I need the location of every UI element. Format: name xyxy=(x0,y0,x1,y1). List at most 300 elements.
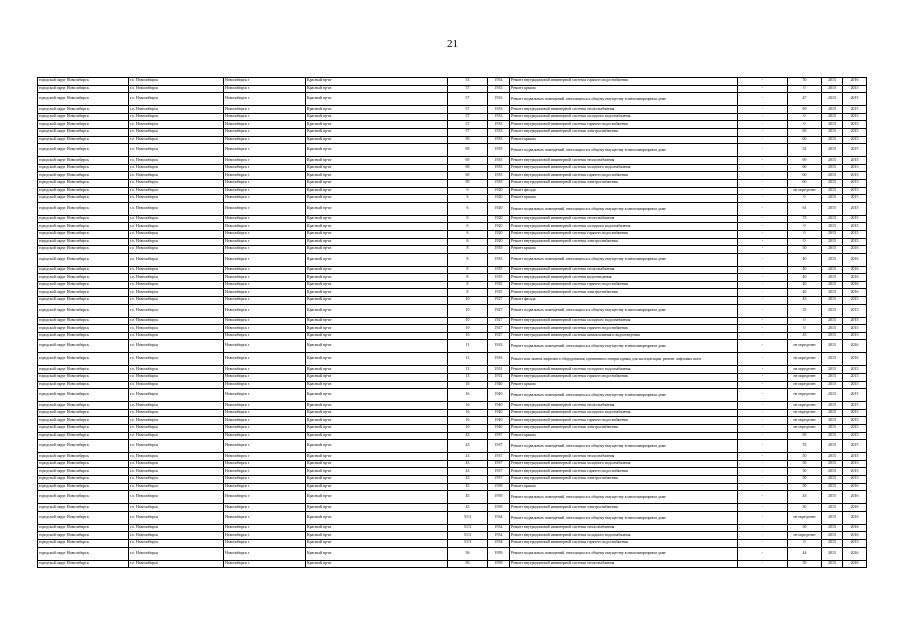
locality-cell: Новосибирск г xyxy=(224,121,306,129)
build-year-cell: 1933 xyxy=(488,106,510,114)
settlement-cell: г.о. Новосибирск xyxy=(129,179,224,187)
dash-cell: - xyxy=(738,106,788,114)
locality-cell: Новосибирск г xyxy=(224,157,306,165)
work-type-cell: Ремонт или замена лифтового оборудования, признанного непригодным для эксплуатации, ремонт лифтовых шахт xyxy=(510,353,738,366)
settlement-cell: г.о. Новосибирск xyxy=(129,409,224,417)
work-type-cell: Ремонт крыши xyxy=(510,432,738,440)
street-cell: Красный пр-кт xyxy=(306,402,448,410)
build-year-cell: 1927 xyxy=(488,304,510,317)
table-row xyxy=(38,157,867,165)
municipality-cell: городской округ Новосибирск xyxy=(38,453,129,461)
start-year-cell: 2015 xyxy=(822,187,843,195)
street-cell: Красный пр-кт xyxy=(306,106,448,114)
dash-cell: - xyxy=(738,297,788,305)
settlement-cell: г.о. Новосибирск xyxy=(129,157,224,165)
municipality-cell: городской округ Новосибирск xyxy=(38,106,129,114)
value-cell: 50 xyxy=(788,483,822,491)
municipality-cell: городской округ Новосибирск xyxy=(38,128,129,136)
start-year-cell: 2015 xyxy=(822,266,843,274)
settlement-cell: г.о. Новосибирск xyxy=(129,172,224,180)
start-year-cell: 2015 xyxy=(822,157,843,165)
house-number-cell: 11 xyxy=(448,340,488,353)
municipality-cell: городской округ Новосибирск xyxy=(38,179,129,187)
work-type-cell: Ремонт крыши xyxy=(510,483,738,491)
dash-cell: - xyxy=(738,289,788,297)
value-cell: не определен xyxy=(788,389,822,402)
start-year-cell: 2015 xyxy=(822,121,843,129)
locality-cell: Новосибирск г xyxy=(224,560,306,568)
table-row xyxy=(38,144,867,157)
street-cell: Красный пр-кт xyxy=(306,483,448,491)
build-year-cell: 1933 xyxy=(488,353,510,366)
dash-cell: - xyxy=(738,93,788,106)
settlement-cell: г.о. Новосибирск xyxy=(129,128,224,136)
locality-cell: Новосибирск г xyxy=(224,460,306,468)
value-cell: 55 xyxy=(788,304,822,317)
build-year-cell: 1939 xyxy=(488,483,510,491)
work-type-cell: Ремонт внутридомовой инженерной системы теплоснабжения xyxy=(510,402,738,410)
build-year-cell: 1931 xyxy=(488,366,510,374)
table-row xyxy=(38,453,867,461)
dash-cell: - xyxy=(738,432,788,440)
end-year-cell: 2015 xyxy=(843,402,867,410)
build-year-cell: 1920 xyxy=(488,215,510,223)
settlement-cell: г.о. Новосибирск xyxy=(129,289,224,297)
street-cell: Красный пр-кт xyxy=(306,539,448,547)
table-row xyxy=(38,187,867,195)
locality-cell: Новосибирск г xyxy=(224,144,306,157)
start-year-cell: 2015 xyxy=(822,289,843,297)
table-row xyxy=(38,281,867,289)
dash-cell: - xyxy=(738,179,788,187)
locality-cell: Новосибирск г xyxy=(224,532,306,540)
end-year-cell: 2015 xyxy=(843,187,867,195)
value-cell: 50 xyxy=(788,453,822,461)
end-year-cell: 2015 xyxy=(843,539,867,547)
value-cell: 40 xyxy=(788,266,822,274)
table-row xyxy=(38,340,867,353)
house-number-cell: 69 xyxy=(448,179,488,187)
build-year-cell: 1937 xyxy=(488,468,510,476)
value-cell: 40 xyxy=(788,281,822,289)
value-cell: 43 xyxy=(788,491,822,504)
end-year-cell: 2015 xyxy=(843,179,867,187)
house-number-cell: 69 xyxy=(448,144,488,157)
start-year-cell: 2015 xyxy=(822,524,843,532)
street-cell: Красный пр-кт xyxy=(306,325,448,333)
work-type-cell: Ремонт внутридомовой инженерной системы теплоснабжения xyxy=(510,106,738,114)
end-year-cell: 2015 xyxy=(843,460,867,468)
locality-cell: Новосибирск г xyxy=(224,297,306,305)
municipality-cell: городской округ Новосибирск xyxy=(38,223,129,231)
locality-cell: Новосибирск г xyxy=(224,325,306,333)
house-number-cell: 57 xyxy=(448,121,488,129)
house-number-cell: 10 xyxy=(448,325,488,333)
start-year-cell: 2015 xyxy=(822,246,843,254)
street-cell: Красный пр-кт xyxy=(306,374,448,382)
locality-cell: Новосибирск г xyxy=(224,353,306,366)
work-type-cell: Ремонт внутридомовой инженерной системы электроснабжения xyxy=(510,289,738,297)
municipality-cell: городской округ Новосибирск xyxy=(38,187,129,195)
street-cell: Красный пр-кт xyxy=(306,317,448,325)
work-type-cell: Ремонт внутридомовой инженерной системы горячего водоснабжения xyxy=(510,78,738,86)
dash-cell: - xyxy=(738,381,788,389)
table-row xyxy=(38,332,867,340)
work-type-cell: Ремонт внутридомовой инженерной системы горячего водоснабжения xyxy=(510,374,738,382)
start-year-cell: 2015 xyxy=(822,475,843,483)
work-type-cell: Ремонт внутридомовой инженерной системы холодного водоснабжения xyxy=(510,460,738,468)
settlement-cell: г.о. Новосибирск xyxy=(129,253,224,266)
work-type-cell: Ремонт внутридомовой инженерной системы холодного водоснабжения xyxy=(510,366,738,374)
table-row xyxy=(38,425,867,433)
dash-cell: - xyxy=(738,491,788,504)
settlement-cell: г.о. Новосибирск xyxy=(129,274,224,282)
build-year-cell: 1920 xyxy=(488,223,510,231)
dash-cell: - xyxy=(738,253,788,266)
house-number-cell: 69 xyxy=(448,164,488,172)
work-type-cell: Ремонт внутридомовой инженерной системы холодного водоснабжения xyxy=(510,532,738,540)
settlement-cell: г.о. Новосибирск xyxy=(129,78,224,86)
end-year-cell: 2015 xyxy=(843,432,867,440)
street-cell: Красный пр-кт xyxy=(306,195,448,203)
table-row xyxy=(38,266,867,274)
locality-cell: Новосибирск г xyxy=(224,468,306,476)
start-year-cell: 2015 xyxy=(822,202,843,215)
table-row xyxy=(38,468,867,476)
build-year-cell: 1937 xyxy=(488,453,510,461)
page-number: 21 xyxy=(447,38,458,50)
value-cell: 61 xyxy=(788,202,822,215)
house-number-cell: 16 xyxy=(448,417,488,425)
start-year-cell: 2015 xyxy=(822,539,843,547)
house-number-cell: 57 xyxy=(448,85,488,93)
end-year-cell: 2015 xyxy=(843,238,867,246)
build-year-cell: 1939 xyxy=(488,560,510,568)
build-year-cell: 1940 xyxy=(488,409,510,417)
settlement-cell: г.о. Новосибирск xyxy=(129,440,224,453)
dash-cell: - xyxy=(738,144,788,157)
table-row xyxy=(38,93,867,106)
locality-cell: Новосибирск г xyxy=(224,491,306,504)
street-cell: Красный пр-кт xyxy=(306,144,448,157)
dash-cell: - xyxy=(738,304,788,317)
table-row xyxy=(38,317,867,325)
settlement-cell: г.о. Новосибирск xyxy=(129,281,224,289)
municipality-cell: городской округ Новосибирск xyxy=(38,381,129,389)
start-year-cell: 2015 xyxy=(822,128,843,136)
value-cell: не определен xyxy=(788,402,822,410)
settlement-cell: г.о. Новосибирск xyxy=(129,475,224,483)
dash-cell: - xyxy=(738,453,788,461)
municipality-cell: городской округ Новосибирск xyxy=(38,504,129,512)
work-type-cell: Ремонт подвальных помещений, относящихся к общему имуществу в многоквартирном доме xyxy=(510,340,738,353)
settlement-cell: г.о. Новосибирск xyxy=(129,340,224,353)
locality-cell: Новосибирск г xyxy=(224,93,306,106)
register-body xyxy=(38,78,867,568)
build-year-cell: 1939 xyxy=(488,504,510,512)
end-year-cell: 2015 xyxy=(843,332,867,340)
street-cell: Красный пр-кт xyxy=(306,78,448,86)
value-cell: 60 xyxy=(788,164,822,172)
work-type-cell: Ремонт внутридомовой инженерной системы холодного водоснабжения xyxy=(510,317,738,325)
municipality-cell: городской округ Новосибирск xyxy=(38,524,129,532)
build-year-cell: 1935 xyxy=(488,164,510,172)
house-number-cell: 51/3 xyxy=(448,511,488,524)
end-year-cell: 2016 xyxy=(843,532,867,540)
municipality-cell: городской округ Новосибирск xyxy=(38,366,129,374)
build-year-cell: 1933 xyxy=(488,128,510,136)
house-number-cell: 8 xyxy=(448,281,488,289)
build-year-cell: 1920 xyxy=(488,238,510,246)
settlement-cell: г.о. Новосибирск xyxy=(129,195,224,203)
settlement-cell: г.о. Новосибирск xyxy=(129,304,224,317)
start-year-cell: 2015 xyxy=(822,432,843,440)
municipality-cell: городской округ Новосибирск xyxy=(38,432,129,440)
settlement-cell: г.о. Новосибирск xyxy=(129,402,224,410)
locality-cell: Новосибирск г xyxy=(224,547,306,560)
municipality-cell: городской округ Новосибирск xyxy=(38,475,129,483)
table-row xyxy=(38,246,867,254)
municipality-cell: городской округ Новосибирск xyxy=(38,281,129,289)
end-year-cell: 2015 xyxy=(843,136,867,144)
build-year-cell: 1933 xyxy=(488,85,510,93)
municipality-cell: городской округ Новосибирск xyxy=(38,409,129,417)
municipality-cell: городской округ Новосибирск xyxy=(38,230,129,238)
street-cell: Красный пр-кт xyxy=(306,475,448,483)
end-year-cell: 2016 xyxy=(843,340,867,353)
work-type-cell: Ремонт подвальных помещений, относящихся к общему имуществу в многоквартирном доме xyxy=(510,440,738,453)
street-cell: Красный пр-кт xyxy=(306,460,448,468)
work-type-cell: Ремонт крыши xyxy=(510,85,738,93)
table-row xyxy=(38,483,867,491)
table-row xyxy=(38,297,867,305)
settlement-cell: г.о. Новосибирск xyxy=(129,223,224,231)
locality-cell: Новосибирск г xyxy=(224,317,306,325)
end-year-cell: 2015 xyxy=(843,157,867,165)
end-year-cell: 2015 xyxy=(843,202,867,215)
table-row xyxy=(38,475,867,483)
table-row xyxy=(38,381,867,389)
end-year-cell: 2015 xyxy=(843,304,867,317)
work-type-cell: Ремонт внутридомовой инженерной системы электроснабжения xyxy=(510,128,738,136)
build-year-cell: 1940 xyxy=(488,381,510,389)
dash-cell: - xyxy=(738,353,788,366)
dash-cell: - xyxy=(738,417,788,425)
value-cell: 69 xyxy=(788,432,822,440)
locality-cell: Новосибирск г xyxy=(224,274,306,282)
end-year-cell: 2015 xyxy=(843,325,867,333)
dash-cell: - xyxy=(738,468,788,476)
municipality-cell: городской округ Новосибирск xyxy=(38,425,129,433)
start-year-cell: 2015 xyxy=(822,402,843,410)
locality-cell: Новосибирск г xyxy=(224,253,306,266)
work-type-cell: Ремонт фасада xyxy=(510,297,738,305)
house-number-cell: 10 xyxy=(448,297,488,305)
municipality-cell: городской округ Новосибирск xyxy=(38,85,129,93)
end-year-cell: 2016 xyxy=(843,246,867,254)
work-type-cell: Ремонт внутридомовой инженерной системы теплоснабжения xyxy=(510,560,738,568)
start-year-cell: 2015 xyxy=(822,230,843,238)
street-cell: Красный пр-кт xyxy=(306,164,448,172)
start-year-cell: 2015 xyxy=(822,381,843,389)
end-year-cell: 2016 xyxy=(843,353,867,366)
value-cell: 69 xyxy=(788,106,822,114)
work-type-cell: Ремонт внутридомовой инженерной системы горячего водоснабжения xyxy=(510,539,738,547)
house-number-cell: 8 xyxy=(448,246,488,254)
house-number-cell: 6 xyxy=(448,238,488,246)
work-type-cell: Ремонт внутридомовой инженерной системы теплоснабжения xyxy=(510,266,738,274)
table-row xyxy=(38,223,867,231)
build-year-cell: 1927 xyxy=(488,325,510,333)
municipality-cell: городской округ Новосибирск xyxy=(38,468,129,476)
settlement-cell: г.о. Новосибирск xyxy=(129,297,224,305)
end-year-cell: 2015 xyxy=(843,144,867,157)
house-number-cell: 45 xyxy=(448,483,488,491)
dash-cell: - xyxy=(738,274,788,282)
build-year-cell: 1920 xyxy=(488,187,510,195)
end-year-cell: 2016 xyxy=(843,560,867,568)
table-row xyxy=(38,121,867,129)
value-cell: 40 xyxy=(788,274,822,282)
build-year-cell: 1933 xyxy=(488,113,510,121)
start-year-cell: 2015 xyxy=(822,253,843,266)
build-year-cell: 1935 xyxy=(488,136,510,144)
municipality-cell: городской округ Новосибирск xyxy=(38,164,129,172)
start-year-cell: 2015 xyxy=(822,325,843,333)
value-cell: 40 xyxy=(788,253,822,266)
value-cell: не определен xyxy=(788,381,822,389)
work-type-cell: Ремонт крыши xyxy=(510,195,738,203)
start-year-cell: 2015 xyxy=(822,106,843,114)
start-year-cell: 2015 xyxy=(822,113,843,121)
build-year-cell: 1927 xyxy=(488,317,510,325)
municipality-cell: городской округ Новосибирск xyxy=(38,157,129,165)
work-type-cell: Ремонт подвальных помещений, относящихся к общему имуществу в многоквартирном доме xyxy=(510,202,738,215)
street-cell: Красный пр-кт xyxy=(306,504,448,512)
municipality-cell: городской округ Новосибирск xyxy=(38,274,129,282)
locality-cell: Новосибирск г xyxy=(224,539,306,547)
build-year-cell: 1933 xyxy=(488,340,510,353)
dash-cell: - xyxy=(738,475,788,483)
end-year-cell: 2015 xyxy=(843,128,867,136)
work-type-cell: Ремонт внутридомовой инженерной системы горячего водоснабжения xyxy=(510,325,738,333)
start-year-cell: 2015 xyxy=(822,417,843,425)
end-year-cell: 2015 xyxy=(843,468,867,476)
street-cell: Красный пр-кт xyxy=(306,432,448,440)
municipality-cell: городской округ Новосибирск xyxy=(38,121,129,129)
locality-cell: Новосибирск г xyxy=(224,202,306,215)
municipality-cell: городской округ Новосибирск xyxy=(38,246,129,254)
dash-cell: - xyxy=(738,172,788,180)
build-year-cell: 1937 xyxy=(488,440,510,453)
dash-cell: - xyxy=(738,460,788,468)
end-year-cell: 2015 xyxy=(843,374,867,382)
street-cell: Красный пр-кт xyxy=(306,524,448,532)
work-type-cell: Ремонт внутридомовой инженерной системы горячего водоснабжения xyxy=(510,468,738,476)
end-year-cell: 2015 xyxy=(843,425,867,433)
table-row xyxy=(38,366,867,374)
house-number-cell: 6 xyxy=(448,230,488,238)
settlement-cell: г.о. Новосибирск xyxy=(129,353,224,366)
locality-cell: Новосибирск г xyxy=(224,440,306,453)
settlement-cell: г.о. Новосибирск xyxy=(129,136,224,144)
value-cell: 75 xyxy=(788,215,822,223)
house-number-cell: 16 xyxy=(448,402,488,410)
municipality-cell: городской округ Новосибирск xyxy=(38,304,129,317)
house-number-cell: 16 xyxy=(448,425,488,433)
value-cell: не определен xyxy=(788,409,822,417)
end-year-cell: 2016 xyxy=(843,274,867,282)
value-cell: 0 xyxy=(788,195,822,203)
street-cell: Красный пр-кт xyxy=(306,353,448,366)
settlement-cell: г.о. Новосибирск xyxy=(129,547,224,560)
end-year-cell: 2016 xyxy=(843,491,867,504)
start-year-cell: 2015 xyxy=(822,93,843,106)
value-cell: не определен xyxy=(788,366,822,374)
locality-cell: Новосибирск г xyxy=(224,223,306,231)
street-cell: Красный пр-кт xyxy=(306,281,448,289)
build-year-cell: 1940 xyxy=(488,417,510,425)
dash-cell: - xyxy=(738,238,788,246)
settlement-cell: г.о. Новосибирск xyxy=(129,332,224,340)
work-type-cell: Ремонт внутридомовой инженерной системы электроснабжения xyxy=(510,425,738,433)
settlement-cell: г.о. Новосибирск xyxy=(129,85,224,93)
dash-cell: - xyxy=(738,374,788,382)
municipality-cell: городской округ Новосибирск xyxy=(38,340,129,353)
dash-cell: - xyxy=(738,539,788,547)
work-type-cell: Ремонт внутридомовой инженерной системы электроснабжения xyxy=(510,179,738,187)
street-cell: Красный пр-кт xyxy=(306,440,448,453)
locality-cell: Новосибирск г xyxy=(224,85,306,93)
end-year-cell: 2015 xyxy=(843,297,867,305)
build-year-cell: 1927 xyxy=(488,297,510,305)
locality-cell: Новосибирск г xyxy=(224,504,306,512)
work-type-cell: Ремонт подвальных помещений, относящихся к общему имуществу в многоквартирном доме xyxy=(510,547,738,560)
dash-cell: - xyxy=(738,266,788,274)
street-cell: Красный пр-кт xyxy=(306,332,448,340)
settlement-cell: г.о. Новосибирск xyxy=(129,453,224,461)
start-year-cell: 2015 xyxy=(822,144,843,157)
house-number-cell: 33 xyxy=(448,78,488,86)
work-type-cell: Ремонт внутридомовой инженерной системы холодного водоснабжения xyxy=(510,409,738,417)
dash-cell: - xyxy=(738,532,788,540)
table-row xyxy=(38,511,867,524)
build-year-cell: 1935 xyxy=(488,266,510,274)
locality-cell: Новосибирск г xyxy=(224,128,306,136)
settlement-cell: г.о. Новосибирск xyxy=(129,468,224,476)
house-number-cell: 57 xyxy=(448,106,488,114)
street-cell: Красный пр-кт xyxy=(306,253,448,266)
municipality-cell: городской округ Новосибирск xyxy=(38,389,129,402)
end-year-cell: 2015 xyxy=(843,381,867,389)
locality-cell: Новосибирск г xyxy=(224,332,306,340)
work-type-cell: Ремонт подвальных помещений, относящихся к общему имуществу в многоквартирном доме xyxy=(510,144,738,157)
house-number-cell: 45 xyxy=(448,504,488,512)
locality-cell: Новосибирск г xyxy=(224,164,306,172)
dash-cell: - xyxy=(738,317,788,325)
street-cell: Красный пр-кт xyxy=(306,417,448,425)
work-type-cell: Ремонт внутридомовой инженерной системы электроснабжения xyxy=(510,504,738,512)
start-year-cell: 2015 xyxy=(822,353,843,366)
end-year-cell: 2015 xyxy=(843,106,867,114)
end-year-cell: 2016 xyxy=(843,253,867,266)
end-year-cell: 2015 xyxy=(843,85,867,93)
street-cell: Красный пр-кт xyxy=(306,179,448,187)
dash-cell: - xyxy=(738,195,788,203)
municipality-cell: городской округ Новосибирск xyxy=(38,136,129,144)
table-row xyxy=(38,353,867,366)
build-year-cell: 1935 xyxy=(488,253,510,266)
